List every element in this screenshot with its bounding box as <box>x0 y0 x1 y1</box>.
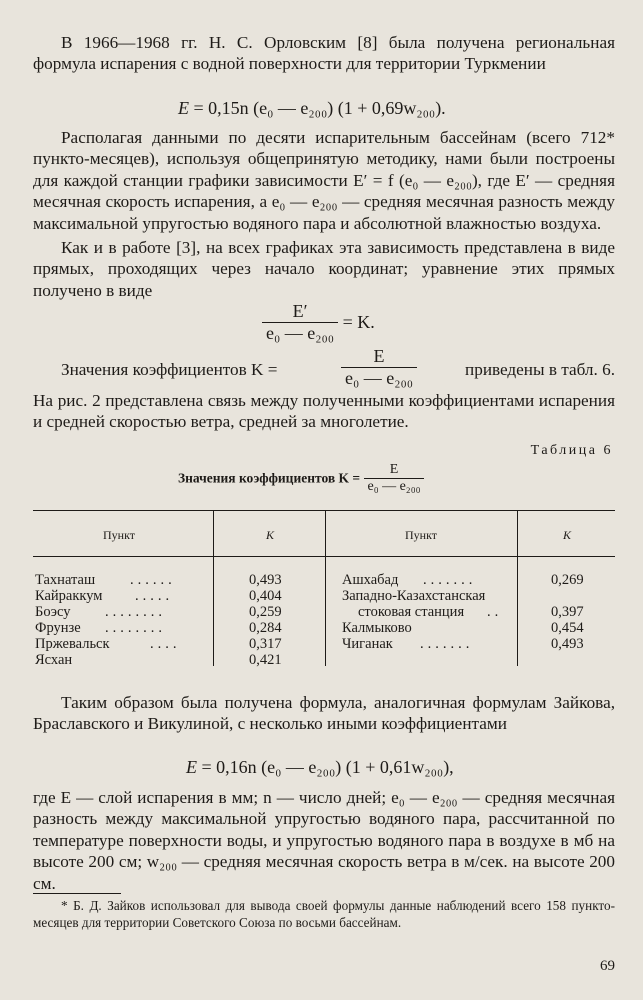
table-divider-2 <box>325 511 326 666</box>
table-row-name: Боэсу <box>35 604 71 620</box>
table-title-numerator: E <box>389 462 399 477</box>
page-number: 69 <box>600 958 615 974</box>
table-title-denominator: e₀ — e₂₀₀ <box>364 478 425 495</box>
table-leader-dots: ........ <box>105 604 166 620</box>
table-leader-dots: .. <box>487 604 503 620</box>
table-row-name: Чиганак <box>342 636 393 652</box>
fraction-numerator: E′ <box>292 301 308 321</box>
coef-fraction-denominator: e₀ — e₂₀₀ <box>341 367 417 389</box>
table-row-value: 0,397 <box>551 604 584 620</box>
equation-body: = 0,16n (e₀ — e₂₀₀) (1 + 0,61w₂₀₀), <box>197 757 454 777</box>
table-row-name: Кайраккум <box>35 588 103 604</box>
coef-text-after: приведены в табл. 6. <box>465 360 615 379</box>
table-row-value: 0,493 <box>249 572 282 588</box>
equation-lhs: E <box>186 757 197 777</box>
paragraph-figure-ref: На рис. 2 представлена связь между полученными коэффициентами испарения и средней скоростью ветра, средней за многолетие. <box>33 391 615 432</box>
equation-rhs: = K. <box>338 312 375 332</box>
table-top-rule <box>33 510 615 511</box>
table-row-name: Калмыково <box>342 620 412 636</box>
table-row-value: 0,259 <box>249 604 282 620</box>
table-row-value: 0,269 <box>551 572 584 588</box>
table-leader-dots: ....... <box>423 572 477 588</box>
table-row-name: Западно-Казахстанская <box>342 588 486 604</box>
table-header-place-1: Пункт <box>103 528 136 542</box>
fraction-denominator: e₀ — e₂₀₀ <box>262 322 338 344</box>
footnote: * Б. Д. Зайков использовал для вывода своей формулы данные наблюдений всего 158 пункто-месяцев для территории Советского Союза по восьми бассейнам. <box>33 898 615 930</box>
equation-body: = 0,15n (e₀ — e₂₀₀) (1 + 0,69w₂₀₀). <box>189 98 446 118</box>
table-leader-dots: ..... <box>135 588 174 604</box>
equation-orlovsky <box>178 98 446 119</box>
table-header-place-2: Пункт <box>405 528 438 542</box>
table-leader-dots: ........ <box>105 620 166 636</box>
equation-lhs: E <box>178 98 189 118</box>
footnote-rule <box>33 893 121 894</box>
table-row-value: 0,404 <box>249 588 282 604</box>
paragraph-definitions: где E — слой испарения в мм; n — число дней; e₀ — e₂₀₀ — средняя месячная разность между максимальной упругостью водяного пара, рассчитанной по температуре поверхности воды, и упругостью водяного пара в воздухе в мб на высоте 200 см; w₂₀₀ — средняя месячная скорость ветра в м/сек. на высоте 200 см. <box>33 788 615 893</box>
equation-fraction <box>262 301 338 344</box>
table-header-rule <box>33 556 615 557</box>
table-row-value: 0,421 <box>249 652 282 668</box>
table-row-name: Пржевальск <box>35 636 110 652</box>
table-title <box>178 462 424 495</box>
table-row-name: Тахнаташ <box>35 572 96 588</box>
coef-fraction-numerator: E <box>373 346 385 366</box>
table-leader-dots: ...... <box>130 572 176 588</box>
paragraph-result: Таким образом была получена формула, аналогичная формулам Зайкова, Браславского и Викулиной, с несколько иными коэффициентами <box>33 693 615 734</box>
paragraph-coefficients-line <box>33 346 615 389</box>
table-title-text: Значения коэффициентов K = <box>178 470 361 486</box>
paragraph-graphs: Как и в работе [3], на всех графиках эта зависимость представлена в виде прямых, проходящих через начало координат; уравнение этих прямых получено в виде <box>33 238 615 300</box>
table-leader-dots: ....... <box>420 636 474 652</box>
table-label: Таблица 6 <box>530 443 613 458</box>
table-row-value: 0,284 <box>249 620 282 636</box>
table-header-k-2: K <box>563 528 572 542</box>
equation-result <box>186 757 454 778</box>
coef-text-before: Значения коэффициентов K = <box>61 360 278 379</box>
table-divider-3 <box>517 511 518 666</box>
paragraph-method: Располагая данными по десяти испарительным бассейнам (всего 712* пункто-месяцев), используя общепринятую методику, нами были построены для каждой станции графики зависимости E′ = f (e₀ — e₂₀₀), где E′ — средняя месячная скорость испарения, а e₀ — e₂₀₀ — средняя месячная разность между максимальной упругостью водяного пара и абсолютной влажностью воздуха. <box>33 128 615 233</box>
table-row-name: Ашхабад <box>342 572 399 588</box>
coef-fraction <box>341 346 417 390</box>
table-divider-1 <box>213 511 214 666</box>
table-row-name: стоковая станция <box>358 604 465 620</box>
equation-ratio <box>262 301 375 344</box>
table-row-value: 0,317 <box>249 636 282 652</box>
table-header-k-1: K <box>266 528 275 542</box>
table-leader-dots: .... <box>150 636 181 652</box>
table-row-value: 0,493 <box>551 636 584 652</box>
table-row-value: 0,454 <box>551 620 584 636</box>
table-title-fraction <box>364 462 425 495</box>
table-row-name: Ясхан <box>35 652 73 668</box>
table-row-name: Фрунзе <box>35 620 81 636</box>
paragraph-intro: В 1966—1968 гг. Н. С. Орловским [8] была получена региональная формула испарения с водной поверхности для территории Туркмении <box>33 33 615 74</box>
